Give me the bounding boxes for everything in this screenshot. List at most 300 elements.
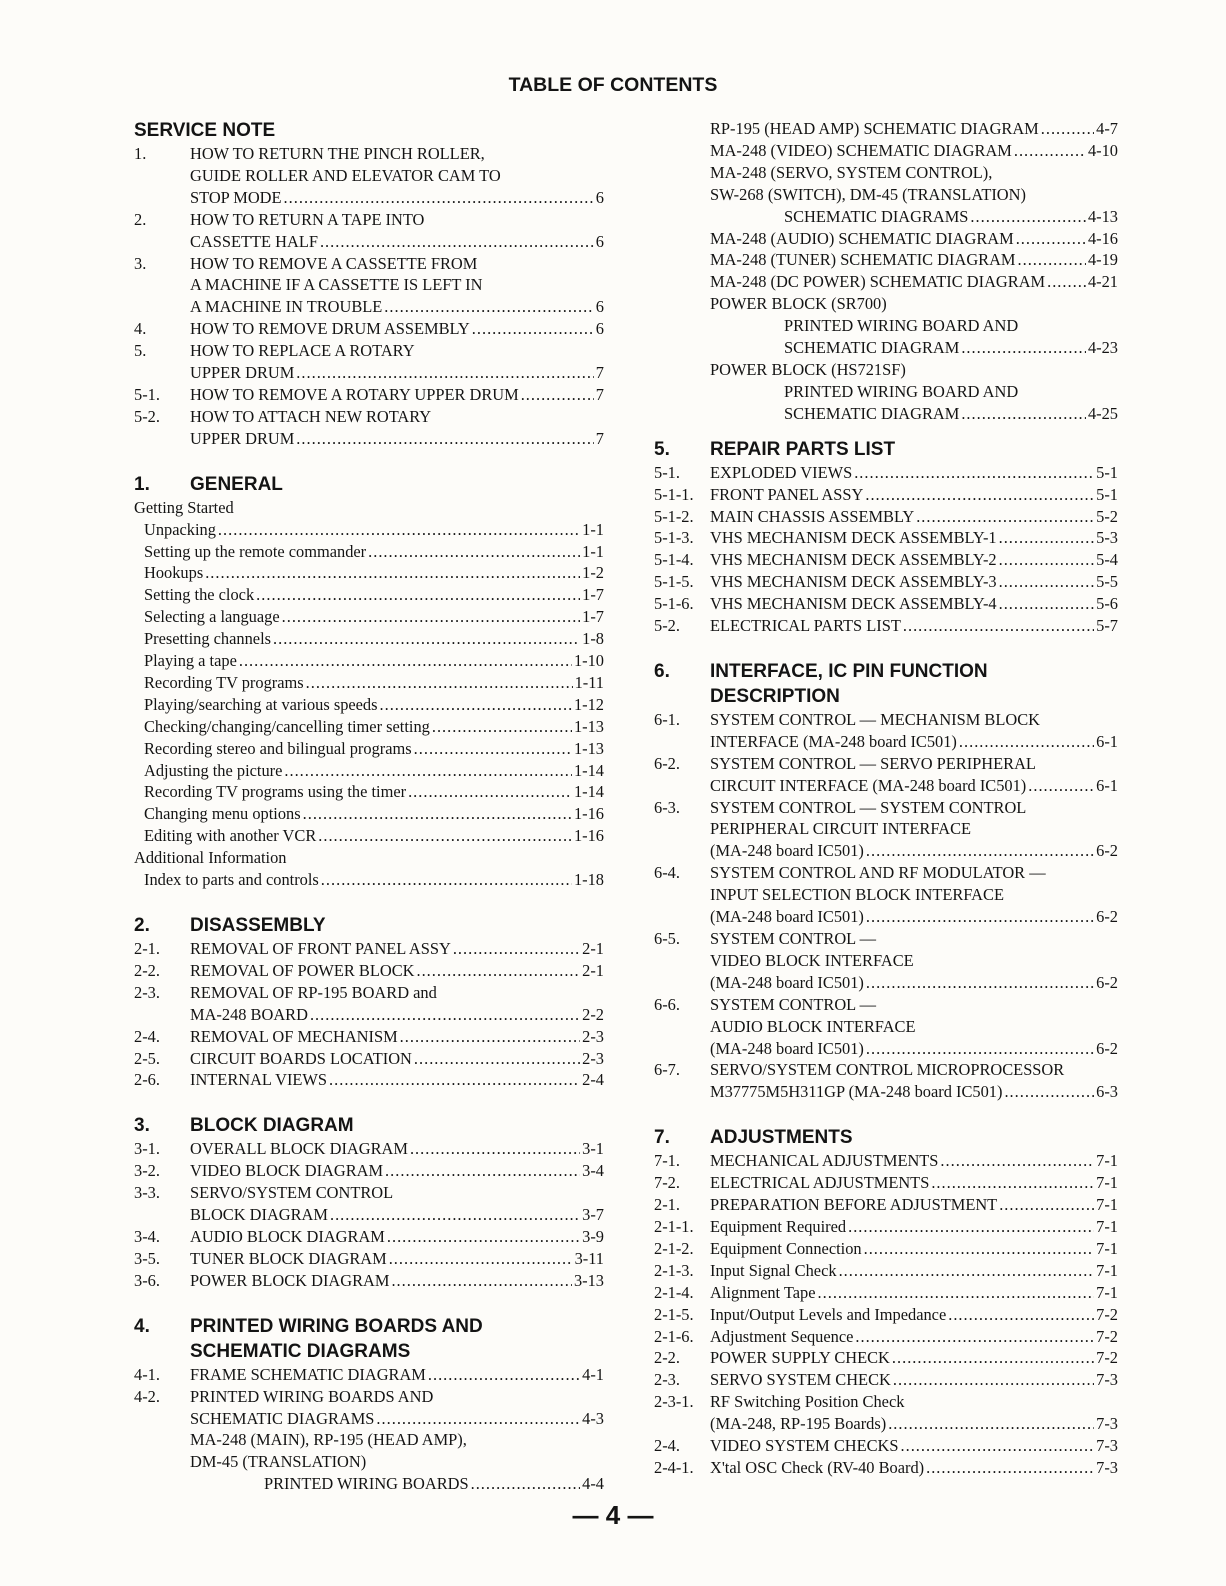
entry-page: 3-11 bbox=[574, 1248, 604, 1268]
toc-entry bbox=[654, 1304, 1118, 1326]
toc-entry bbox=[134, 1364, 604, 1386]
entry-text: BLOCK DIAGRAM bbox=[190, 1205, 328, 1225]
entry-text-group bbox=[710, 615, 1118, 637]
entry-text-group bbox=[710, 1150, 1118, 1172]
entry-number bbox=[134, 1408, 190, 1430]
entry-text-group bbox=[710, 293, 1118, 315]
section-heading bbox=[134, 1113, 604, 1138]
entry-number: 5-1-1. bbox=[654, 484, 694, 504]
entry-text-group bbox=[710, 797, 1118, 819]
toc-entry bbox=[654, 140, 1118, 162]
entry-number bbox=[654, 206, 710, 228]
entry-text: Alignment Tape bbox=[710, 1282, 816, 1302]
entry-page: 4-7 bbox=[1096, 119, 1118, 138]
entry-text-group bbox=[190, 143, 604, 165]
entry-page: 1-10 bbox=[573, 651, 604, 671]
entry-text: PRINTED WIRING BOARD AND bbox=[784, 381, 1019, 401]
entry-page: 2-3 bbox=[582, 1048, 604, 1068]
section-heading bbox=[134, 913, 604, 938]
dot-leader bbox=[416, 960, 580, 982]
entry-page: 4-19 bbox=[1087, 250, 1118, 270]
entry-page: 4-23 bbox=[1087, 338, 1118, 358]
entry-number bbox=[134, 274, 190, 296]
entry-page: 1-7 bbox=[582, 585, 604, 605]
entry-text: INTERFACE (MA-248 board IC501) bbox=[710, 731, 957, 751]
toc-entry bbox=[654, 381, 1118, 403]
entry-page: 2-3 bbox=[582, 1026, 604, 1046]
toc-entry bbox=[654, 271, 1118, 293]
entry-number: 4-1. bbox=[134, 1364, 160, 1384]
section-heading-cont bbox=[654, 684, 1118, 709]
entry-text-group bbox=[710, 818, 1118, 840]
entry-number bbox=[134, 165, 190, 187]
entry-page: 7-1 bbox=[1096, 1260, 1118, 1280]
entry-text: MAIN CHASSIS ASSEMBLY bbox=[710, 506, 915, 526]
entry-text: MECHANICAL ADJUSTMENTS bbox=[710, 1151, 939, 1171]
entry-number: 2-5. bbox=[134, 1048, 160, 1068]
entry-text: Recording TV programs using the timer bbox=[144, 782, 407, 802]
toc-entry bbox=[134, 274, 604, 296]
spacer bbox=[134, 1292, 604, 1314]
toc-entry bbox=[134, 694, 604, 716]
entry-text: UPPER DRUM bbox=[190, 363, 295, 383]
toc-entry bbox=[134, 384, 604, 406]
entry-text-group bbox=[190, 165, 604, 187]
dot-leader bbox=[893, 1369, 1094, 1391]
entry-text: Setting the clock bbox=[144, 585, 255, 605]
toc-entry bbox=[654, 1282, 1118, 1304]
section-number: 6. bbox=[654, 660, 670, 682]
toc-entry bbox=[654, 1457, 1118, 1479]
dot-leader bbox=[818, 1282, 1095, 1304]
dot-leader bbox=[368, 541, 580, 563]
toc-entry bbox=[654, 950, 1118, 972]
entry-number: 6-1. bbox=[654, 709, 680, 729]
section-number: 3. bbox=[134, 1115, 150, 1137]
entry-page: 1-1 bbox=[582, 541, 604, 561]
dot-leader bbox=[1028, 775, 1094, 797]
section-number-blank bbox=[654, 684, 710, 709]
entry-number: 5-2. bbox=[654, 616, 680, 636]
entry-text: CASSETTE HALF bbox=[190, 231, 318, 251]
entry-number bbox=[134, 1429, 190, 1451]
dot-leader bbox=[239, 650, 572, 672]
dot-leader bbox=[839, 1260, 1095, 1282]
entry-text-group bbox=[710, 162, 1118, 184]
entry-text-group bbox=[710, 484, 1118, 506]
entry-page: 4-21 bbox=[1087, 272, 1118, 292]
entry-text: SCHEMATIC DIAGRAMS bbox=[784, 206, 969, 226]
entry-number: 5-1-2. bbox=[654, 506, 694, 526]
entry-text-group bbox=[190, 296, 604, 318]
dot-leader bbox=[391, 1270, 572, 1292]
dot-leader bbox=[414, 738, 572, 760]
entry-text-group bbox=[710, 359, 1118, 381]
entry-page: 6 bbox=[595, 319, 604, 339]
entry-number bbox=[134, 362, 190, 384]
toc-entry bbox=[134, 318, 604, 340]
entry-text: HOW TO ATTACH NEW ROTARY bbox=[190, 406, 432, 426]
entry-text: Adjustment Sequence bbox=[710, 1326, 854, 1346]
entry-text: Unpacking bbox=[144, 519, 216, 539]
entry-text-group bbox=[710, 1172, 1118, 1194]
toc-entry bbox=[654, 1059, 1118, 1081]
toc-entry bbox=[654, 206, 1118, 228]
entry-number-blank bbox=[134, 1473, 190, 1495]
entry-number: 6-7. bbox=[654, 1060, 680, 1080]
toc-entry bbox=[134, 803, 604, 825]
entry-text-group bbox=[190, 1138, 604, 1160]
entry-text: Adjusting the picture bbox=[144, 760, 283, 780]
entry-number: 3. bbox=[134, 253, 147, 273]
entry-text-group bbox=[190, 982, 604, 1004]
entry-text: POWER BLOCK (HS721SF) bbox=[710, 359, 906, 379]
entry-number: 2-1-2. bbox=[654, 1238, 694, 1258]
entry-text: Setting up the remote commander bbox=[144, 541, 367, 561]
entry-page: 4-25 bbox=[1087, 403, 1118, 423]
toc-entry bbox=[654, 1391, 1118, 1413]
entry-text-group bbox=[190, 209, 604, 231]
dot-leader bbox=[453, 938, 580, 960]
entry-text-group bbox=[710, 928, 1118, 950]
entry-number: 4-2. bbox=[134, 1386, 160, 1406]
toc-entry bbox=[654, 731, 1118, 753]
entry-text-group bbox=[134, 869, 604, 891]
entry-text: TUNER BLOCK DIAGRAM bbox=[190, 1248, 387, 1268]
dot-leader bbox=[329, 1069, 580, 1091]
entry-number: 2-1-4. bbox=[654, 1282, 694, 1302]
entry-page: 1-16 bbox=[573, 804, 604, 824]
toc-entry bbox=[654, 972, 1118, 994]
dot-leader bbox=[854, 462, 1094, 484]
toc-entry bbox=[134, 982, 604, 1004]
entry-number bbox=[134, 428, 190, 450]
toc-entry bbox=[654, 775, 1118, 797]
entry-page: 5-1 bbox=[1096, 484, 1118, 504]
entry-page: 3-4 bbox=[582, 1161, 604, 1181]
entry-number bbox=[134, 231, 190, 253]
toc-entry bbox=[654, 615, 1118, 637]
entry-page: 1-1 bbox=[582, 519, 604, 539]
toc-entry bbox=[134, 738, 604, 760]
entry-text-group bbox=[710, 1059, 1118, 1081]
entry-text-group bbox=[710, 950, 1118, 972]
entry-text: HOW TO REMOVE A CASSETTE FROM bbox=[190, 253, 478, 273]
entry-text-group bbox=[134, 650, 604, 672]
entry-text: SERVO SYSTEM CHECK bbox=[710, 1370, 891, 1390]
entry-text-group bbox=[134, 628, 604, 650]
entry-text: FRONT PANEL ASSY bbox=[710, 484, 864, 504]
toc-entry bbox=[654, 403, 1118, 425]
toc-entry bbox=[654, 293, 1118, 315]
entry-text: MA-248 (MAIN), RP-195 (HEAD AMP), bbox=[190, 1430, 467, 1450]
entry-text-group bbox=[710, 549, 1118, 571]
entry-page: 2-2 bbox=[582, 1004, 604, 1024]
entry-text: VIDEO BLOCK INTERFACE bbox=[710, 950, 914, 970]
dot-leader bbox=[389, 1248, 573, 1270]
toc-entry bbox=[134, 650, 604, 672]
toc-entry bbox=[654, 249, 1118, 271]
toc-entry bbox=[654, 571, 1118, 593]
entry-number: 3-2. bbox=[134, 1161, 160, 1181]
entry-number bbox=[654, 118, 710, 140]
toc-entry bbox=[134, 253, 604, 275]
dot-leader bbox=[384, 296, 594, 318]
entry-text: MA-248 (SERVO, SYSTEM CONTROL), bbox=[710, 162, 993, 182]
dot-leader bbox=[428, 1364, 580, 1386]
entry-text: ELECTRICAL ADJUSTMENTS bbox=[710, 1173, 930, 1193]
entry-text-group bbox=[710, 709, 1118, 731]
entry-text-group bbox=[134, 781, 604, 803]
entry-page: 7 bbox=[595, 384, 604, 404]
entry-number bbox=[654, 1413, 710, 1435]
entry-number bbox=[654, 403, 710, 425]
entry-text: MA-248 (VIDEO) SCHEMATIC DIAGRAM bbox=[710, 140, 1012, 160]
entry-text: CIRCUIT BOARDS LOCATION bbox=[190, 1048, 412, 1068]
group-label bbox=[134, 497, 604, 519]
toc-entry bbox=[134, 340, 604, 362]
entry-text-group bbox=[190, 253, 604, 275]
entry-number: 5-1-3. bbox=[654, 528, 694, 548]
entry-text-group bbox=[190, 1248, 604, 1270]
entry-text-group bbox=[710, 1369, 1118, 1391]
section-title: DESCRIPTION bbox=[710, 685, 840, 707]
entry-text: SYSTEM CONTROL — MECHANISM BLOCK bbox=[710, 709, 1040, 729]
entry-text-group bbox=[710, 140, 1118, 162]
dot-leader bbox=[521, 384, 594, 406]
entry-page: 6-2 bbox=[1096, 907, 1118, 927]
page-number: — 4 — bbox=[572, 1500, 654, 1530]
entry-number bbox=[654, 731, 710, 753]
entry-text-group bbox=[190, 1451, 604, 1473]
toc-entry bbox=[654, 1238, 1118, 1260]
toc-entry bbox=[654, 709, 1118, 731]
entry-page: 4-1 bbox=[582, 1364, 604, 1384]
entry-page: 5-5 bbox=[1096, 572, 1118, 592]
toc-entry bbox=[654, 1150, 1118, 1172]
entry-text-group bbox=[134, 562, 604, 584]
spacer bbox=[134, 1091, 604, 1113]
entry-text: SW-268 (SWITCH), DM-45 (TRANSLATION) bbox=[710, 184, 1026, 204]
toc-entry bbox=[134, 825, 604, 847]
section-number: 7. bbox=[654, 1127, 670, 1149]
toc-entry bbox=[134, 1386, 604, 1408]
entry-page: 6-1 bbox=[1096, 775, 1118, 795]
toc-entry bbox=[134, 1473, 604, 1495]
entry-number: 2-1. bbox=[134, 939, 160, 958]
entry-text-group bbox=[190, 362, 604, 384]
entry-text: INTERNAL VIEWS bbox=[190, 1070, 328, 1090]
entry-text-group bbox=[134, 738, 604, 760]
toc-entry bbox=[134, 716, 604, 738]
entry-number bbox=[654, 249, 710, 271]
dot-leader bbox=[472, 318, 594, 340]
entry-number: 7-1. bbox=[654, 1151, 680, 1171]
toc-entry bbox=[134, 1204, 604, 1226]
entry-text: MA-248 (TUNER) SCHEMATIC DIAGRAM bbox=[710, 250, 1016, 270]
entry-text-group bbox=[710, 506, 1118, 528]
toc-entry bbox=[134, 606, 604, 628]
entry-text-group bbox=[710, 593, 1118, 615]
entry-number: 6-6. bbox=[654, 994, 680, 1014]
dot-leader bbox=[866, 972, 1094, 994]
entry-text-group bbox=[190, 231, 604, 253]
entry-text-group bbox=[190, 1026, 604, 1048]
toc-entry bbox=[134, 628, 604, 650]
entry-number bbox=[654, 271, 710, 293]
entry-text-group bbox=[190, 1160, 604, 1182]
entry-text: Editing with another VCR bbox=[144, 826, 317, 846]
entry-page: 1-7 bbox=[582, 607, 604, 627]
entry-text-group bbox=[710, 840, 1118, 862]
entry-text-group bbox=[710, 753, 1118, 775]
entry-text-group bbox=[134, 716, 604, 738]
page-title: TABLE OF CONTENTS bbox=[508, 74, 718, 96]
entry-text: MA-248 BOARD bbox=[190, 1004, 308, 1024]
entry-number: 3-4. bbox=[134, 1226, 160, 1246]
dot-leader bbox=[999, 593, 1095, 615]
toc-entry bbox=[134, 1069, 604, 1091]
entry-text: Playing a tape bbox=[144, 651, 237, 671]
entry-text: SYSTEM CONTROL — bbox=[710, 994, 877, 1014]
dot-leader bbox=[999, 527, 1095, 549]
toc-entry bbox=[134, 960, 604, 982]
entry-text-group bbox=[710, 1081, 1118, 1103]
section-title: BLOCK DIAGRAM bbox=[190, 1115, 354, 1137]
entry-text-group bbox=[134, 584, 604, 606]
entry-number: 6-2. bbox=[654, 753, 680, 773]
entry-number bbox=[654, 140, 710, 162]
toc-entry bbox=[134, 1048, 604, 1070]
entry-text: REMOVAL OF POWER BLOCK bbox=[190, 960, 415, 980]
entry-page: 5-4 bbox=[1096, 550, 1118, 570]
entry-page: 7-1 bbox=[1096, 1195, 1118, 1215]
entry-page: 4-10 bbox=[1087, 140, 1118, 160]
toc-entry bbox=[134, 362, 604, 384]
entry-number: 4. bbox=[134, 319, 147, 339]
entry-text-group bbox=[190, 1408, 604, 1430]
entry-text: Equipment Connection bbox=[710, 1238, 862, 1258]
toc-entry bbox=[134, 296, 604, 318]
toc-entry bbox=[654, 884, 1118, 906]
dot-leader bbox=[901, 1435, 1095, 1457]
entry-number bbox=[654, 315, 710, 337]
entry-text: Presetting channels bbox=[144, 629, 271, 649]
entry-text-group bbox=[190, 384, 604, 406]
toc-entry bbox=[134, 143, 604, 165]
entry-text-group bbox=[190, 274, 604, 296]
entry-text: PREPARATION BEFORE ADJUSTMENT bbox=[710, 1195, 998, 1215]
entry-number: 2-2. bbox=[654, 1348, 680, 1368]
entry-page: 5-3 bbox=[1096, 528, 1118, 548]
section-title: REPAIR PARTS LIST bbox=[710, 438, 896, 460]
entry-text-group bbox=[710, 1216, 1118, 1238]
entry-text: (MA-248 board IC501) bbox=[710, 841, 864, 861]
toc-entry bbox=[654, 906, 1118, 928]
entry-text-group bbox=[710, 1435, 1118, 1457]
entry-number bbox=[134, 1204, 190, 1226]
section-title: SERVICE NOTE bbox=[134, 120, 276, 141]
entry-text-group bbox=[190, 1473, 604, 1495]
dot-leader bbox=[961, 403, 1086, 425]
dot-leader bbox=[948, 1304, 1094, 1326]
entry-number: 5-1-4. bbox=[654, 550, 694, 570]
entry-text-group bbox=[190, 1386, 604, 1408]
entry-page: 6 bbox=[595, 297, 604, 317]
entry-number: 2. bbox=[134, 209, 147, 229]
entry-text-group bbox=[710, 775, 1118, 797]
toc-entry bbox=[654, 315, 1118, 337]
entry-page: 5-6 bbox=[1096, 594, 1118, 614]
entry-number: 2-4-1. bbox=[654, 1457, 694, 1477]
entry-number bbox=[654, 381, 710, 403]
entry-text-group bbox=[710, 118, 1118, 140]
entry-text-group bbox=[190, 1364, 604, 1386]
dot-leader bbox=[282, 606, 581, 628]
entry-page: 7-1 bbox=[1096, 1216, 1118, 1236]
entry-page: 6-3 bbox=[1096, 1082, 1118, 1102]
entry-page: 3-13 bbox=[573, 1270, 604, 1290]
entry-text: INPUT SELECTION BLOCK INTERFACE bbox=[710, 885, 1004, 905]
section-number: 5. bbox=[654, 438, 670, 460]
entry-number bbox=[654, 884, 710, 906]
dot-leader bbox=[888, 1413, 1094, 1435]
dot-leader bbox=[892, 1347, 1094, 1369]
entry-text-group bbox=[710, 337, 1118, 359]
entry-text-group bbox=[190, 938, 604, 960]
entry-text: RP-195 (HEAD AMP) SCHEMATIC DIAGRAM bbox=[710, 119, 1039, 138]
entry-number: 2-1-3. bbox=[654, 1260, 694, 1280]
toc-entry bbox=[134, 1138, 604, 1160]
entry-text-group bbox=[710, 1326, 1118, 1348]
entry-page: 7-3 bbox=[1096, 1436, 1118, 1456]
entry-text: VHS MECHANISM DECK ASSEMBLY-1 bbox=[710, 528, 997, 548]
dot-leader bbox=[296, 362, 594, 384]
section-title: DISASSEMBLY bbox=[190, 915, 326, 936]
section-heading bbox=[654, 437, 1118, 462]
entry-text: UPPER DRUM bbox=[190, 428, 295, 448]
entry-text-group bbox=[710, 1413, 1118, 1435]
entry-number: 7-2. bbox=[654, 1173, 680, 1193]
entry-page: 1-11 bbox=[574, 672, 604, 692]
dot-leader bbox=[321, 869, 572, 891]
entry-page: 7-3 bbox=[1096, 1457, 1118, 1477]
toc-entry bbox=[134, 209, 604, 231]
dot-leader bbox=[903, 615, 1094, 637]
entry-number: 3-5. bbox=[134, 1248, 160, 1268]
entry-number: 6-4. bbox=[654, 863, 680, 883]
entry-text: PERIPHERAL CIRCUIT INTERFACE bbox=[710, 819, 972, 839]
entry-page: 7-1 bbox=[1096, 1151, 1118, 1171]
entry-text-group bbox=[710, 1238, 1118, 1260]
toc-entry bbox=[654, 994, 1118, 1016]
entry-text-group bbox=[710, 1194, 1118, 1216]
entry-page: 7-2 bbox=[1096, 1326, 1118, 1346]
entry-text-group bbox=[190, 1048, 604, 1070]
entry-text: EXPLODED VIEWS bbox=[710, 462, 853, 482]
entry-text: STOP MODE bbox=[190, 187, 282, 207]
dot-leader bbox=[866, 906, 1094, 928]
dot-leader bbox=[1014, 140, 1086, 162]
entry-text: A MACHINE IF A CASSETTE IS LEFT IN bbox=[190, 275, 483, 295]
entry-text: Equipment Required bbox=[710, 1216, 847, 1236]
entry-number: 2-2. bbox=[134, 960, 160, 980]
entry-text: DM-45 (TRANSLATION) bbox=[190, 1452, 367, 1472]
entry-number bbox=[654, 972, 710, 994]
dot-leader bbox=[864, 1238, 1095, 1260]
toc-entry bbox=[134, 562, 604, 584]
entry-text: SCHEMATIC DIAGRAMS bbox=[190, 1408, 375, 1428]
